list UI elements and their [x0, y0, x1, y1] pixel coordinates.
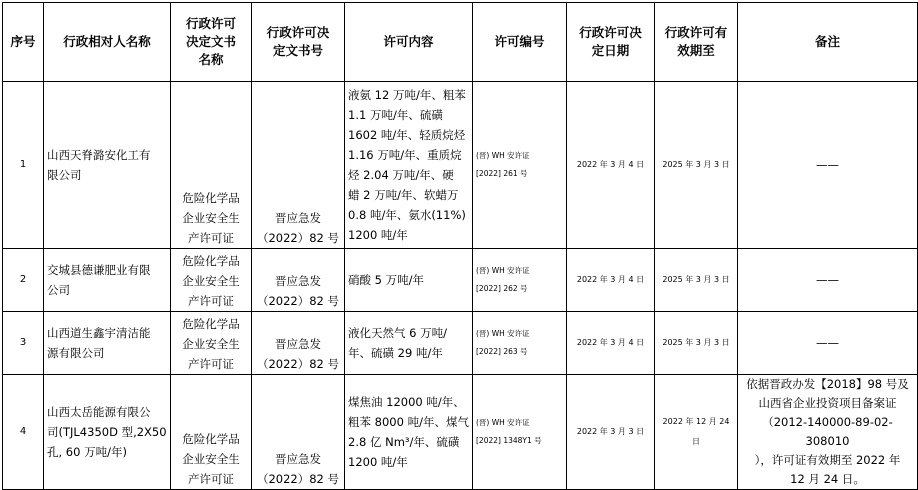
header-remark: 备注	[738, 3, 918, 82]
remark: ——	[738, 249, 918, 312]
header-index: 序号	[3, 3, 44, 82]
doc-name: 危险化学品 企业安全生 产许可证	[171, 82, 252, 249]
company-name: 交城县德谦肥业有限 公司	[44, 249, 171, 312]
row-index: 2	[3, 249, 44, 312]
permit-content: 液氨 12 万吨/年、粗苯 1.1 万吨/年、硫磺 1602 吨/年、轻质烷烃 1.16 万吨/年、重质烷 烃 2.04 万吨/年、硬 蜡 2 万吨/年、软蜡万 0.8 吨/年、氨水(11%) 1200 吨/年	[345, 82, 473, 249]
table-row	[3, 249, 918, 312]
valid-until: 2025 年 3 月 3 日	[655, 82, 738, 249]
permit-number: (晋) WH 安许证 [2022] 263 号	[473, 312, 567, 375]
row-index: 4	[3, 375, 44, 490]
doc-number: 晋应急发 （2022）82 号	[252, 312, 345, 375]
permit-content: 煤焦油 12000 吨/年、 粗苯 8000 吨/年、煤气 2.8 亿 Nm³/年、硫磺 1200 吨/年	[345, 375, 473, 490]
remark: 依据晋政办发【2018】98 号及 山西省企业投资项目备案证 （2012-140000-89-02-308010 ），许可证有效期至 2022 年 12 月 24 日。	[738, 375, 918, 490]
header-decision-date: 行政许可决 定日期	[567, 3, 655, 82]
doc-number: 晋应急发 （2022）82 号	[252, 82, 345, 249]
table-row	[3, 312, 918, 375]
row-index: 3	[3, 312, 44, 375]
header-permit-number: 许可编号	[473, 3, 567, 82]
doc-number: 晋应急发 （2022）82 号	[252, 249, 345, 312]
table-row	[3, 82, 918, 249]
decision-date: 2022 年 3 月 4 日	[567, 312, 655, 375]
remark: ——	[738, 312, 918, 375]
header-name: 行政相对人名称	[44, 3, 171, 82]
remark: ——	[738, 82, 918, 249]
decision-date: 2022 年 3 月 4 日	[567, 82, 655, 249]
permit-table	[2, 2, 918, 490]
permit-content: 液化天然气 6 万吨/ 年、硫磺 29 吨/年	[345, 312, 473, 375]
row-index: 1	[3, 82, 44, 249]
header-doc-name: 行政许可 决定文书 名称	[171, 3, 252, 82]
header-row	[3, 3, 918, 82]
header-content: 许可内容	[345, 3, 473, 82]
valid-until: 2022 年 12 月 24 日	[655, 375, 738, 490]
table-row	[3, 375, 918, 490]
valid-until: 2025 年 3 月 3 日	[655, 249, 738, 312]
permit-content: 硝酸 5 万吨/年	[345, 249, 473, 312]
valid-until: 2025 年 3 月 3 日	[655, 312, 738, 375]
decision-date: 2022 年 3 月 4 日	[567, 249, 655, 312]
doc-name: 危险化学品 企业安全生 产许可证	[171, 249, 252, 312]
header-doc-number: 行政许可决 定文书号	[252, 3, 345, 82]
doc-name: 危险化学品 企业安全生 产许可证	[171, 312, 252, 375]
header-valid-until: 行政许可有 效期至	[655, 3, 738, 82]
permit-number: (晋) WH 安许证 [2022] 1348Y1 号	[473, 375, 567, 490]
decision-date: 2022 年 3 月 3 日	[567, 375, 655, 490]
permit-number: (晋) WH 安许证 [2022] 261 号	[473, 82, 567, 249]
company-name: 山西太岳能源有限公 司(TJL4350D 型,2X50 孔, 60 万吨/年)	[44, 375, 171, 490]
company-name: 山西道生鑫宇清洁能 源有限公司	[44, 312, 171, 375]
doc-number: 晋应急发 （2022）82 号	[252, 375, 345, 490]
company-name: 山西天脊潞安化工有 限公司	[44, 82, 171, 249]
doc-name: 危险化学品 企业安全生 产许可证	[171, 375, 252, 490]
permit-number: (晋) WH 安许证 [2022] 262 号	[473, 249, 567, 312]
